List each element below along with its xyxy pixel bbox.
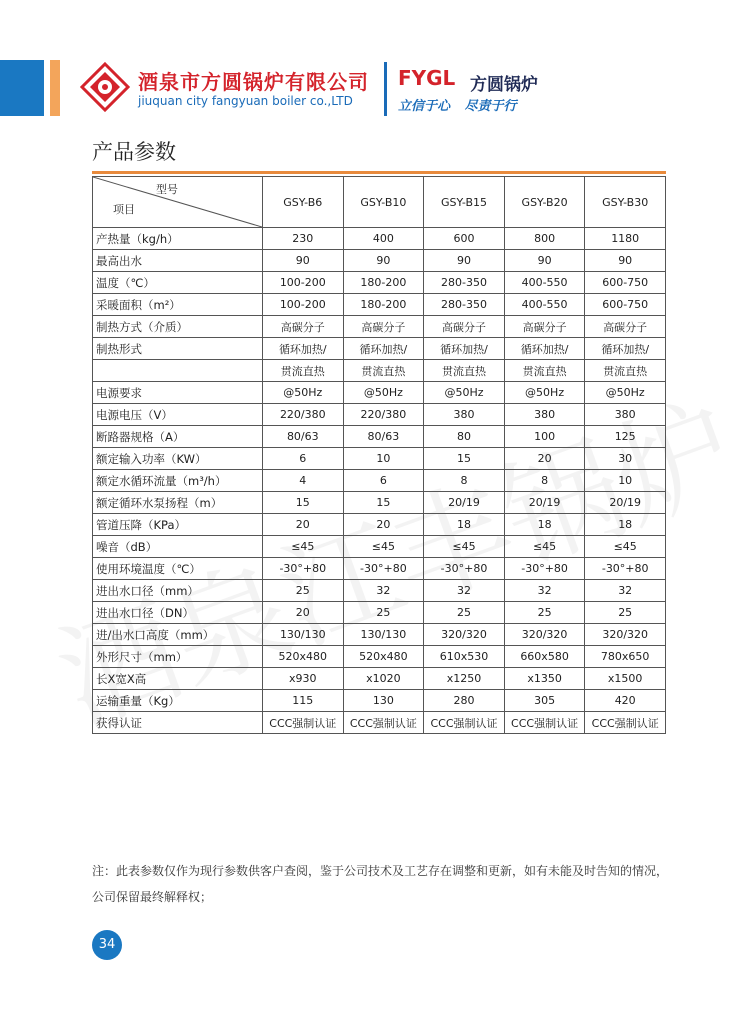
row-label: 长X宽X高: [93, 668, 263, 690]
table-cell: 18: [585, 514, 666, 536]
table-cell: 80/63: [263, 426, 344, 448]
table-cell: 90: [504, 250, 585, 272]
table-row: [93, 690, 666, 712]
table-row: [93, 272, 666, 294]
table-cell: 4: [263, 470, 344, 492]
table-cell: 600-750: [585, 294, 666, 316]
table-row: [93, 514, 666, 536]
table-cell: 6: [343, 470, 424, 492]
row-label: 噪音（dB）: [93, 536, 263, 558]
row-label: 额定输入功率（KW）: [93, 448, 263, 470]
table-cell: -30°+80: [343, 558, 424, 580]
table-cell: 20: [263, 602, 344, 624]
table-cell: 400-550: [504, 294, 585, 316]
table-cell: 130: [343, 690, 424, 712]
header-blue-bar: [0, 60, 44, 116]
table-cell: 贯流直热: [263, 360, 344, 382]
table-cell: 380: [424, 404, 505, 426]
row-label: 制热形式: [93, 338, 263, 360]
table-cell: x1250: [424, 668, 505, 690]
table-cell: 420: [585, 690, 666, 712]
table-cell: 380: [585, 404, 666, 426]
table-cell: 25: [424, 602, 505, 624]
table-cell: 高碳分子: [263, 316, 344, 338]
table-cell: x1500: [585, 668, 666, 690]
table-row: [93, 338, 666, 360]
table-row: [93, 382, 666, 404]
table-cell: 400: [343, 228, 424, 250]
corner-model-label: 型号: [156, 183, 178, 196]
table-cell: x1350: [504, 668, 585, 690]
table-cell: 800: [504, 228, 585, 250]
row-label: 使用环境温度（℃）: [93, 558, 263, 580]
table-row: [93, 250, 666, 272]
table-cell: 320/320: [504, 624, 585, 646]
table-cell: -30°+80: [263, 558, 344, 580]
table-cell: CCC强制认证: [504, 712, 585, 734]
table-row: [93, 426, 666, 448]
table-cell: 1180: [585, 228, 666, 250]
model-header: GSY-B15: [424, 177, 505, 228]
table-cell: 20/19: [504, 492, 585, 514]
row-label: 断路器规格（A）: [93, 426, 263, 448]
row-label: 额定水循环流量（m³/h）: [93, 470, 263, 492]
table-cell: 600-750: [585, 272, 666, 294]
table-cell: ≤45: [263, 536, 344, 558]
row-label: 电源要求: [93, 382, 263, 404]
table-cell: 循环加热/: [424, 338, 505, 360]
table-cell: 230: [263, 228, 344, 250]
table-cell: 循环加热/: [263, 338, 344, 360]
table-cell: 循环加热/: [343, 338, 424, 360]
row-label: 进出水口径（mm）: [93, 580, 263, 602]
table-row: [93, 558, 666, 580]
table-row: [93, 448, 666, 470]
model-header: GSY-B30: [585, 177, 666, 228]
table-row: [93, 294, 666, 316]
table-cell: ≤45: [504, 536, 585, 558]
table-cell: 100-200: [263, 272, 344, 294]
table-cell: 90: [343, 250, 424, 272]
table-cell: 305: [504, 690, 585, 712]
table-cell: 320/320: [585, 624, 666, 646]
table-cell: 10: [343, 448, 424, 470]
table-cell: 18: [424, 514, 505, 536]
diamond-logo-icon: [80, 62, 130, 112]
table-cell: 高碳分子: [585, 316, 666, 338]
corner-item-label: 项目: [113, 203, 135, 216]
table-cell: 6: [263, 448, 344, 470]
table-cell: 280-350: [424, 272, 505, 294]
table-cell: 20/19: [585, 492, 666, 514]
table-row: [93, 580, 666, 602]
row-label: 制热方式（介质）: [93, 316, 263, 338]
row-label: 额定循环水泵扬程（m）: [93, 492, 263, 514]
table-row: [93, 712, 666, 734]
table-row: [93, 624, 666, 646]
table-row: [93, 668, 666, 690]
table-cell: 90: [585, 250, 666, 272]
title-divider: [92, 171, 666, 174]
table-cell: 520x480: [343, 646, 424, 668]
table-cell: 25: [504, 602, 585, 624]
footnote: 注：此表参数仅作为现行参数供客户查阅，鉴于公司技术及工艺存在调整和更新，如有未能及时告知的情况，公司保留最终解释权；: [92, 864, 669, 904]
table-cell: 20: [504, 448, 585, 470]
table-cell: 90: [263, 250, 344, 272]
table-cell: x930: [263, 668, 344, 690]
table-cell: 20: [263, 514, 344, 536]
table-cell: 610x530: [424, 646, 505, 668]
table-cell: 循环加热/: [585, 338, 666, 360]
table-cell: 32: [585, 580, 666, 602]
table-cell: 18: [504, 514, 585, 536]
table-cell: 25: [343, 602, 424, 624]
table-cell: @50Hz: [424, 382, 505, 404]
table-cell: 115: [263, 690, 344, 712]
table-cell: 100: [504, 426, 585, 448]
table-cell: 15: [343, 492, 424, 514]
table-cell: 15: [424, 448, 505, 470]
table-row: [93, 492, 666, 514]
table-cell: 循环加热/: [504, 338, 585, 360]
table-cell: -30°+80: [424, 558, 505, 580]
table-cell: 80/63: [343, 426, 424, 448]
table-cell: 贯流直热: [585, 360, 666, 382]
company-name-en: jiuquan city fangyuan boiler co.,LTD: [138, 94, 353, 108]
table-cell: 520x480: [263, 646, 344, 668]
row-label: 进/出水口高度（mm）: [93, 624, 263, 646]
table-row: [93, 646, 666, 668]
table-cell: CCC强制认证: [585, 712, 666, 734]
table-row: [93, 536, 666, 558]
table-cell: 32: [343, 580, 424, 602]
table-cell: 贯流直热: [424, 360, 505, 382]
table-cell: 130/130: [263, 624, 344, 646]
table-cell: 15: [263, 492, 344, 514]
table-cell: 高碳分子: [504, 316, 585, 338]
row-label: 管道压降（KPa）: [93, 514, 263, 536]
table-cell: 280: [424, 690, 505, 712]
brand-name-cn: 方圆锅炉: [470, 75, 538, 95]
table-cell: x1020: [343, 668, 424, 690]
table-cell: 180-200: [343, 272, 424, 294]
table-cell: 30: [585, 448, 666, 470]
table-cell: 90: [424, 250, 505, 272]
page-number: 34: [92, 930, 122, 960]
company-name-cn: 酒泉市方圆锅炉有限公司: [138, 70, 369, 94]
row-label: 最高出水: [93, 250, 263, 272]
row-label: 进出水口径（DN）: [93, 602, 263, 624]
table-cell: 320/320: [424, 624, 505, 646]
table-cell: 贯流直热: [343, 360, 424, 382]
table-row: [93, 404, 666, 426]
table-cell: 20/19: [424, 492, 505, 514]
table-cell: -30°+80: [585, 558, 666, 580]
row-label: 运输重量（Kg）: [93, 690, 263, 712]
table-cell: 贯流直热: [504, 360, 585, 382]
table-cell: 80: [424, 426, 505, 448]
table-cell: 8: [504, 470, 585, 492]
table-cell: 125: [585, 426, 666, 448]
table-cell: ≤45: [343, 536, 424, 558]
table-cell: 280-350: [424, 294, 505, 316]
table-cell: 780x650: [585, 646, 666, 668]
table-header-row: [93, 177, 666, 228]
row-label: 产热量（kg/h）: [93, 228, 263, 250]
table-cell: 130/130: [343, 624, 424, 646]
table-cell: @50Hz: [263, 382, 344, 404]
row-label: 外形尺寸（mm）: [93, 646, 263, 668]
table-cell: CCC强制认证: [343, 712, 424, 734]
brand-slogan: 立信于心 尽责于行: [398, 99, 517, 114]
page-title: 产品参数: [92, 140, 176, 164]
table-cell: 600: [424, 228, 505, 250]
table-cell: 180-200: [343, 294, 424, 316]
table-row: [93, 316, 666, 338]
table-cell: 高碳分子: [424, 316, 505, 338]
table-cell: 220/380: [343, 404, 424, 426]
parameter-table: [92, 176, 666, 734]
table-cell: @50Hz: [504, 382, 585, 404]
table-cell: 20: [343, 514, 424, 536]
table-row: [93, 602, 666, 624]
corner-cell: [93, 177, 263, 228]
table-cell: 25: [585, 602, 666, 624]
table-cell: 400-550: [504, 272, 585, 294]
table-cell: 8: [424, 470, 505, 492]
table-cell: 10: [585, 470, 666, 492]
table-cell: ≤45: [585, 536, 666, 558]
table-cell: 32: [504, 580, 585, 602]
table-cell: CCC强制认证: [263, 712, 344, 734]
table-cell: @50Hz: [585, 382, 666, 404]
table-cell: 220/380: [263, 404, 344, 426]
table-row: [93, 360, 666, 382]
header-orange-bar: [50, 60, 60, 116]
header-divider: [384, 62, 387, 116]
row-label: 获得认证: [93, 712, 263, 734]
model-header: GSY-B20: [504, 177, 585, 228]
table-cell: ≤45: [424, 536, 505, 558]
brand-code: FYGL: [398, 66, 456, 90]
row-label: [93, 360, 263, 382]
table-cell: 380: [504, 404, 585, 426]
row-label: 电源电压（V）: [93, 404, 263, 426]
table-cell: 100-200: [263, 294, 344, 316]
row-label: 温度（℃）: [93, 272, 263, 294]
row-label: 采暖面积（m²）: [93, 294, 263, 316]
table-cell: @50Hz: [343, 382, 424, 404]
table-cell: 25: [263, 580, 344, 602]
table-cell: 高碳分子: [343, 316, 424, 338]
table-row: [93, 470, 666, 492]
table-cell: 32: [424, 580, 505, 602]
table-cell: CCC强制认证: [424, 712, 505, 734]
table-cell: -30°+80: [504, 558, 585, 580]
model-header: GSY-B6: [263, 177, 344, 228]
table-row: [93, 228, 666, 250]
table-cell: 660x580: [504, 646, 585, 668]
model-header: GSY-B10: [343, 177, 424, 228]
